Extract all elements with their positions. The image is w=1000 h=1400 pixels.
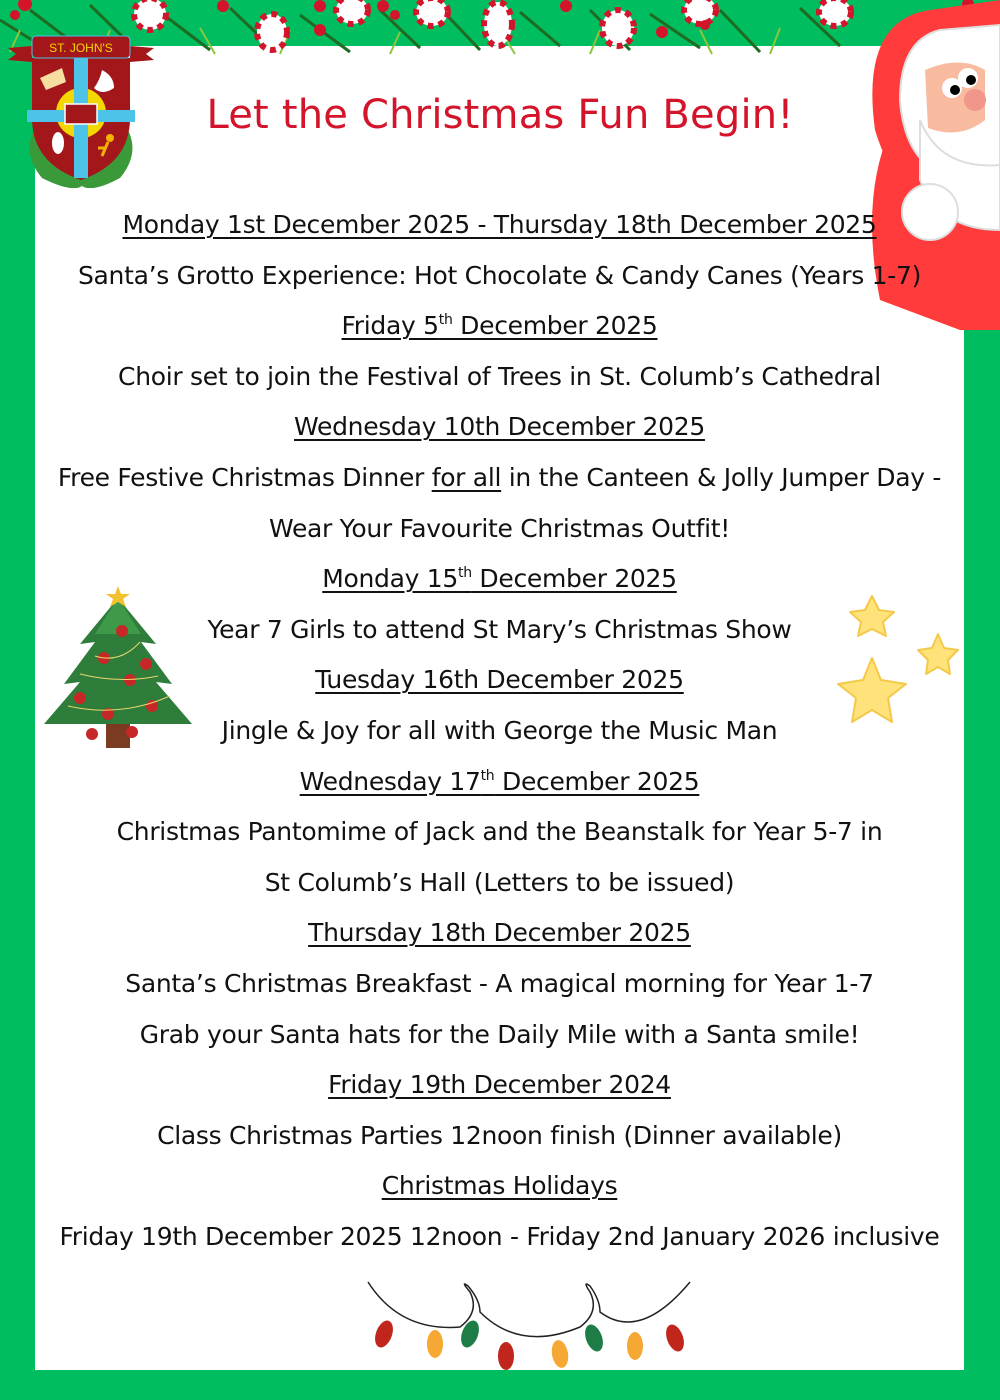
event-detail: Santa’s Grotto Experience: Hot Chocolate & Candy Canes (Years 1-7) (77, 260, 922, 290)
svg-text:ST. JOHN'S: ST. JOHN'S (49, 41, 113, 55)
event-detail: Choir set to join the Festival of Trees in St. Columb’s Cathedral (118, 361, 881, 391)
event-detail: Santa’s Christmas Breakfast - A magical morning for Year 1-7 (125, 968, 874, 998)
event-detail: Christmas Pantomime of Jack and the Beanstalk for Year 5-7 in (116, 817, 883, 847)
event-date: Wednesday 10th December 2025 (294, 412, 705, 442)
event-date: Wednesday 17th December 2025 (299, 766, 700, 796)
event-detail: Year 7 Girls to attend St Mary’s Christmas Show (207, 614, 792, 644)
event-date: Christmas Holidays (381, 1171, 618, 1201)
stars-icon (828, 592, 968, 742)
event-date: Tuesday 16th December 2025 (315, 665, 684, 695)
event-detail: Grab your Santa hats for the Daily Mile with a Santa smile! (139, 1019, 860, 1049)
event-date: Monday 1st December 2025 - Thursday 18th December 2025 (122, 210, 877, 239)
event-detail: Wear Your Favourite Christmas Outfit! (269, 513, 730, 543)
event-date: Friday 19th December 2024 (328, 1070, 671, 1100)
event-detail: Class Christmas Parties 12noon finish (Dinner available) (157, 1120, 842, 1150)
event-date: Friday 5th December 2025 (341, 311, 658, 341)
event-detail: Jingle & Joy for all with George the Music Man (221, 715, 778, 745)
christmas-tree-icon (40, 584, 196, 754)
emphasis-for-all: for all (431, 462, 502, 492)
page-title: Let the Christmas Fun Begin! (206, 92, 794, 138)
event-date: Monday 15th December 2025 (322, 564, 677, 594)
event-detail: St Columb’s Hall (Letters to be issued) (264, 867, 735, 897)
event-detail: Friday 19th December 2025 12noon - Friday 2nd January 2026 inclusive (59, 1221, 940, 1251)
fairy-lights-icon (360, 1272, 700, 1372)
event-detail: Free Festive Christmas Dinner for all in the Canteen & Jolly Jumper Day - (57, 462, 942, 492)
event-date: Thursday 18th December 2025 (308, 918, 691, 948)
